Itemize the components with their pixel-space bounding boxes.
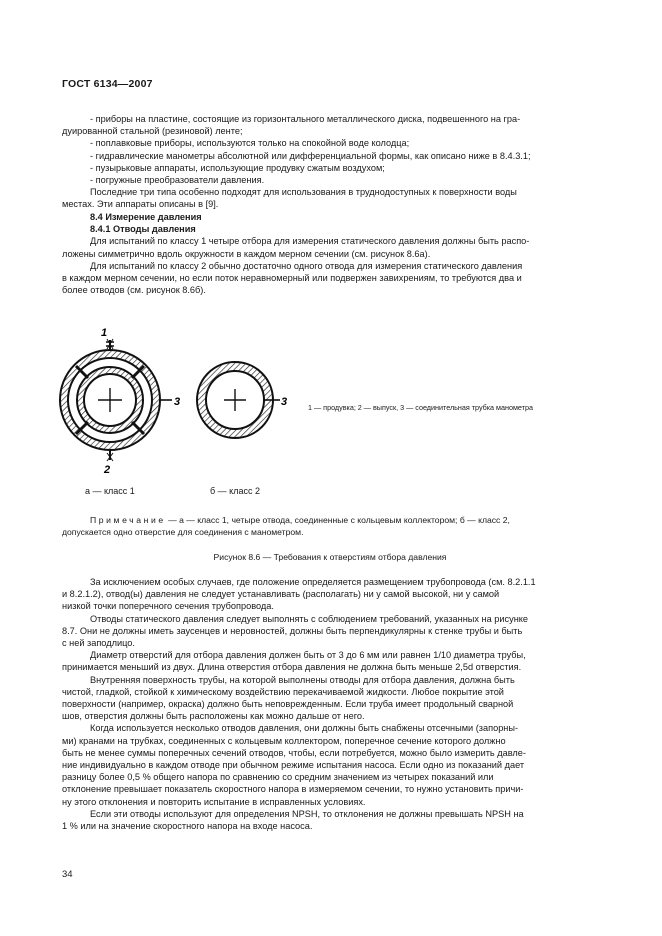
intro-block <box>62 113 598 211</box>
text-line: 1 % или на значение скоростного напора на входе насоса. <box>62 821 313 832</box>
text-line: разницу более 0,5 % общего напора по сравнению со средним значением из четырех показаний или <box>62 772 494 783</box>
text-line: отклонение превышает показатель скоростного напора в измеряемом сечении, то нужно установить причи- <box>62 784 524 795</box>
text-line: - приборы на пластине, состоящие из горизонтального металлического диска, подвешенного на гра- <box>90 114 521 124</box>
figure-legend: 1 — продувка; 2 — выпуск, 3 — соединительная трубка манометра <box>308 403 533 412</box>
text-line: ние индивидуально в каждом отводе при обычном режиме испытания насоса. Если одно из показаний дает <box>62 760 525 771</box>
page-number: 34 <box>62 869 73 880</box>
text-line: более отводов (см. рисунок 8.6б). <box>62 285 206 296</box>
text-line: с ней заподлицо. <box>62 638 135 649</box>
text-line: ну этого отклонения и повторить испытание в исправленных условиях. <box>62 796 366 807</box>
text-line: Диаметр отверстий для отбора давления должен быть от 3 до 6 мм или равнен 1/10 диаметра трубы, <box>90 650 526 661</box>
text-line: в каждом мерном сечении, но если поток неравномерный или подвержен завихрениям, то требуются два и <box>62 273 522 284</box>
class-1-diagram <box>60 327 180 476</box>
text-line: Для испытаний по классу 1 четыре отбора для измерения статического давления должны быть распо- <box>90 236 530 247</box>
figure-label-1: 1 <box>101 327 108 339</box>
text-line: местах. Эти аппараты описаны в [9]. <box>62 199 219 210</box>
text-line: Последние три типа особенно подходят для использования в труднодоступных к поверхности воды <box>90 187 517 198</box>
figure-label-3a: 3 <box>174 396 181 408</box>
body-block <box>62 576 598 832</box>
figure-note <box>62 515 598 538</box>
subsection-title: 8.4.1 Отводы давления <box>90 224 196 235</box>
figure-title: Рисунок 8.6 — Требования к отверстиям отбора давления <box>213 552 447 562</box>
text-line: - погружные преобразователи давления. <box>90 175 265 186</box>
text-line: Для испытаний по классу 2 обычно достаточно одного отвода для измерения статического давления <box>90 260 523 271</box>
class-2-diagram <box>197 362 287 438</box>
text-line: Когда используется несколько отводов давления, они должны быть снабжены отсечными (запорны- <box>90 723 519 734</box>
text-line: ложены симметрично вдоль окружности в каждом мерном сечении (см. рисунок 8.6а). <box>62 248 431 259</box>
text-line: поверхности (например, окраска) должно быть неповрежденным. Если труба имеет продольный сварной <box>62 699 514 710</box>
text-line: низкой точки поперечного сечения трубопровода. <box>62 601 274 612</box>
figure-label-2: 2 <box>104 464 111 476</box>
text-line: шов, отверстия должны быть расположены как можно дальше от него. <box>62 711 365 722</box>
section-block <box>62 211 598 296</box>
note-text-line2: допускается одно отверстие для соединения с манометром. <box>62 526 304 537</box>
text-line: За исключением особых случаев, где положение определяется размещением трубопровода (см. 8.2.1.1 <box>90 577 536 587</box>
figure-label-3b: 3 <box>281 396 288 408</box>
text-line: Если эти отводы используют для определения NPSH, то отклонения не должны превышать NPSH на <box>90 808 524 819</box>
text-line: Внутренняя поверхность трубы, на которой выполнены отводы для отбора давления, должна быть <box>90 674 515 685</box>
note-label: Примечание <box>90 515 166 525</box>
text-line: чистой, гладкой, стойкой к химическому воздействию перекачиваемой жидкости. Любое покрытие этой <box>62 686 504 697</box>
caption-class-2: б — класс 2 <box>210 486 260 496</box>
text-line: ми) кранами на трубках, соединенных с кольцевым коллектором, поперечное сечение которого должно <box>62 735 506 746</box>
caption-class-1: а — класс 1 <box>85 486 135 496</box>
text-line: - поплавковые приборы, используются только на спокойной воде колодца; <box>90 138 410 149</box>
text-line: - пузырьковые аппараты, использующие продувку сжатым воздухом; <box>90 162 385 173</box>
pipe-cross-section-figure <box>40 320 310 480</box>
text-line: и 8.2.1.2), отвод(ы) давления не следует устанавливать (располагать) ни у самой высокой, ни у самой <box>62 589 500 600</box>
note-text: — а — класс 1, четыре отвода, соединенные с кольцевым коллектором; б — класс 2, <box>165 515 510 525</box>
text-line: 8.7. Они не должны иметь заусенцев и неровностей, должны быть перпендикулярны к стенке трубы и быть <box>62 625 523 636</box>
text-line: быть не менее суммы поперечных сечений отводов, чтобы, если потребуется, можно было измерить давле- <box>62 747 526 758</box>
document-header: ГОСТ 6134—2007 <box>62 78 153 90</box>
section-title: 8.4 Измерение давления <box>90 212 202 222</box>
text-line: принимается меньший из двух. Длина отверстия отбора давления не должна быть меньше 2,5d отверстия. <box>62 662 522 673</box>
text-line: Отводы статического давления следует выполнять с соблюдением требований, указанных на рисунке <box>90 613 529 624</box>
text-line: - гидравлические манометры абсолютной или дифференциальной формы, как описано ниже в 8.4.3.1; <box>90 150 531 161</box>
text-line: дуированной стальной (резиновой) ленте; <box>62 126 243 137</box>
